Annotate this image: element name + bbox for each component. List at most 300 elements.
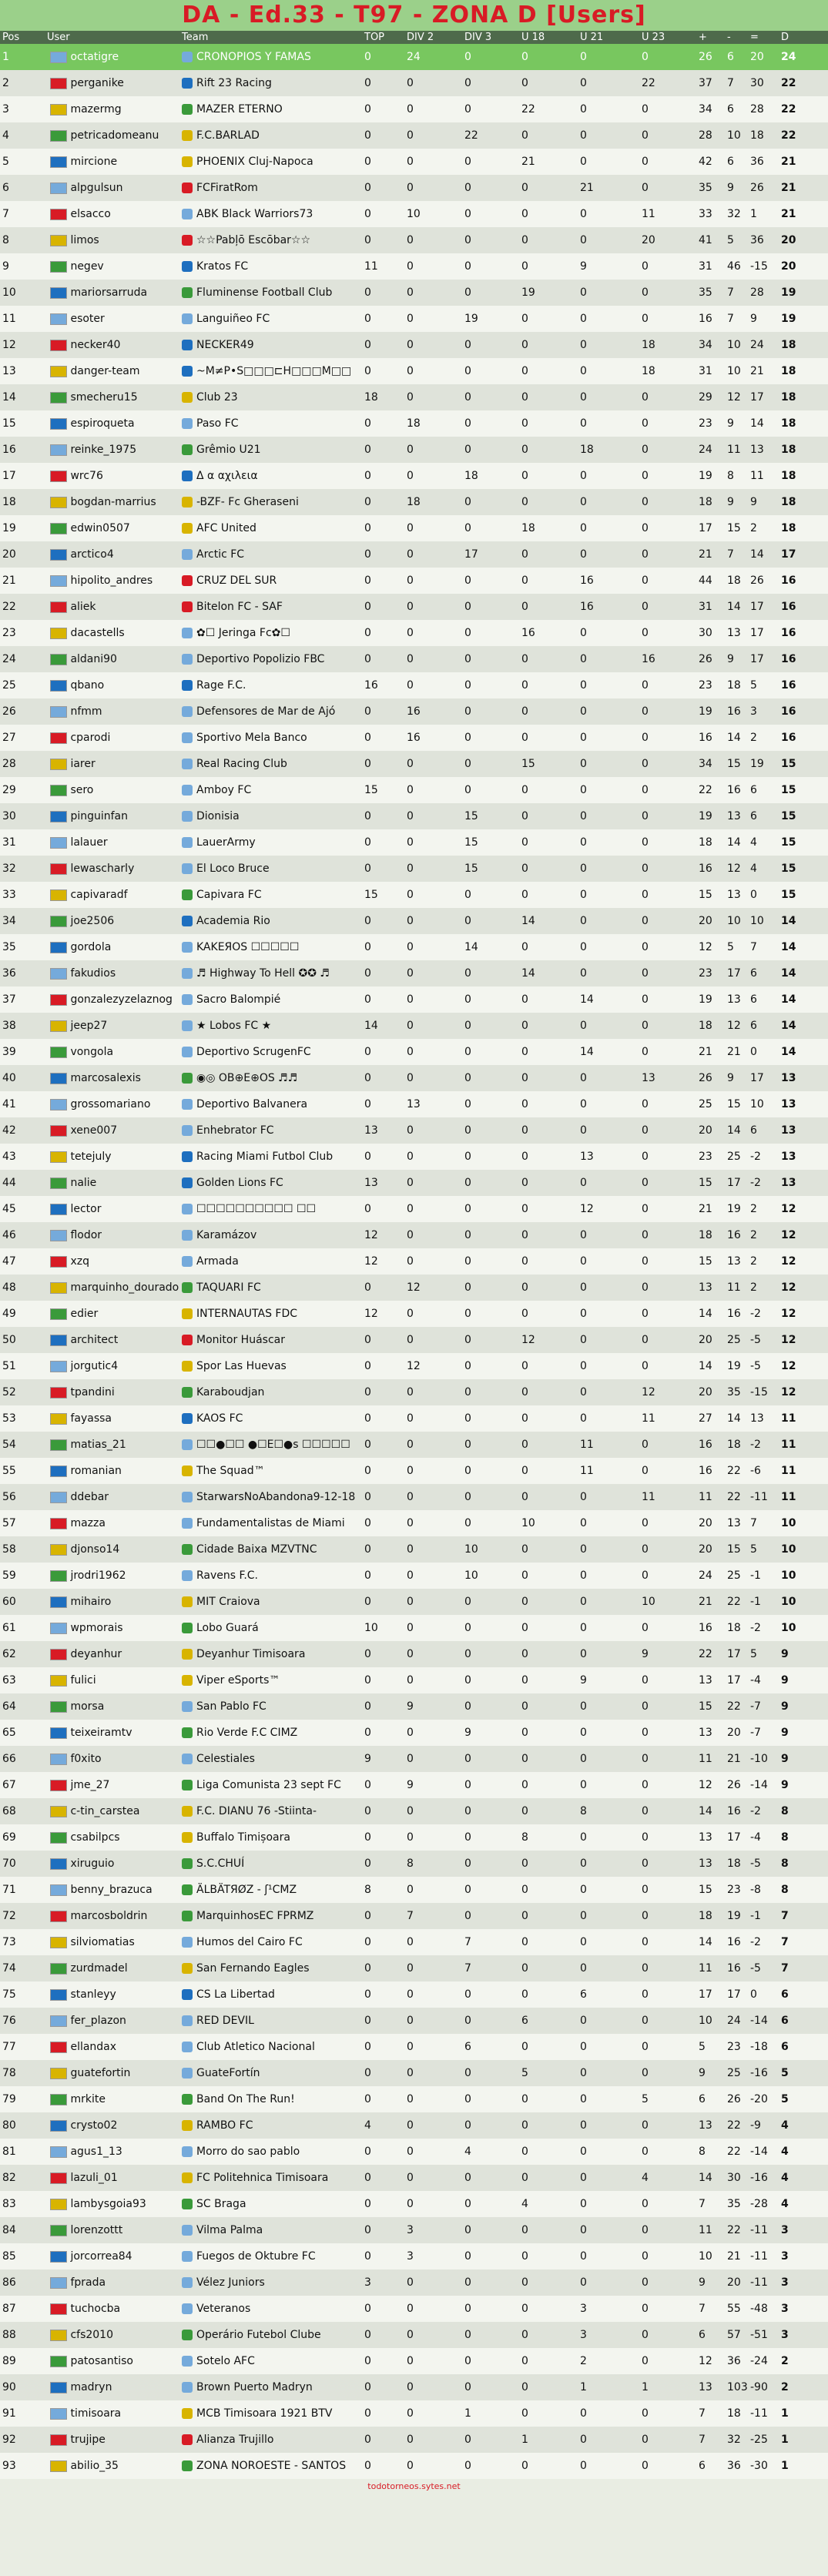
cell-team[interactable] xyxy=(179,149,362,175)
cell-team[interactable] xyxy=(179,358,362,384)
cell-team[interactable] xyxy=(179,751,362,777)
team-name[interactable]: Grêmio U21 xyxy=(196,444,261,456)
team-name[interactable]: CRUZ DEL SUR xyxy=(196,574,277,587)
cell-team[interactable] xyxy=(179,620,362,646)
user-name[interactable]: lewascharly xyxy=(67,863,135,875)
cell-user[interactable] xyxy=(45,410,179,437)
cell-user[interactable] xyxy=(45,1824,179,1851)
cell-team[interactable] xyxy=(179,280,362,306)
team-name[interactable]: PHOENIX Cluj-Napoca xyxy=(196,156,313,168)
cell-team[interactable] xyxy=(179,882,362,908)
cell-user[interactable] xyxy=(45,1746,179,1772)
cell-team[interactable] xyxy=(179,2008,362,2034)
team-name[interactable]: Vilma Palma xyxy=(196,2224,263,2236)
cell-team[interactable] xyxy=(179,2139,362,2165)
cell-team[interactable] xyxy=(179,2296,362,2322)
cell-team[interactable] xyxy=(179,777,362,803)
cell-user[interactable] xyxy=(45,725,179,751)
cell-team[interactable] xyxy=(179,1091,362,1117)
team-name[interactable]: Rio Verde F.C CIMZ xyxy=(196,1727,298,1739)
cell-user[interactable] xyxy=(45,358,179,384)
cell-team[interactable] xyxy=(179,1955,362,1981)
user-name[interactable]: nalie xyxy=(67,1177,97,1189)
user-name[interactable]: f0xito xyxy=(67,1753,102,1765)
cell-user[interactable] xyxy=(45,1615,179,1641)
cell-user[interactable] xyxy=(45,1432,179,1458)
user-name[interactable]: arctico4 xyxy=(67,548,114,561)
cell-user[interactable] xyxy=(45,1248,179,1275)
cell-team[interactable] xyxy=(179,1667,362,1693)
cell-user[interactable] xyxy=(45,934,179,960)
cell-user[interactable] xyxy=(45,332,179,358)
team-name[interactable]: F.C.BARLAD xyxy=(196,129,260,142)
cell-user[interactable] xyxy=(45,1877,179,1903)
team-name[interactable]: Alianza Trujillo xyxy=(196,2434,274,2446)
user-name[interactable]: edier xyxy=(67,1308,99,1320)
user-name[interactable]: architect xyxy=(67,1334,119,1346)
cell-user[interactable] xyxy=(45,2400,179,2427)
user-name[interactable]: benny_brazuca xyxy=(67,1884,153,1896)
team-name[interactable]: Club 23 xyxy=(196,391,238,404)
team-name[interactable]: Δ α αχιλεια xyxy=(196,470,258,482)
team-name[interactable]: Defensores de Mar de Ajó xyxy=(196,705,336,718)
cell-team[interactable] xyxy=(179,2112,362,2139)
user-name[interactable]: mariorsarruda xyxy=(67,286,148,299)
team-name[interactable]: Fluminense Football Club xyxy=(196,286,333,299)
cell-team[interactable] xyxy=(179,1589,362,1615)
cell-user[interactable] xyxy=(45,1196,179,1222)
user-name[interactable]: bogdan-marrius xyxy=(67,496,156,508)
team-name[interactable]: CRONOPIOS Y FAMAS xyxy=(196,51,311,63)
user-name[interactable]: fer_plazon xyxy=(67,2015,126,2027)
team-name[interactable]: Morro do sao pablo xyxy=(196,2146,300,2158)
cell-team[interactable] xyxy=(179,2191,362,2217)
user-name[interactable]: jme_27 xyxy=(67,1779,110,1791)
cell-user[interactable] xyxy=(45,1013,179,1039)
user-name[interactable]: csabilpcs xyxy=(67,1831,120,1844)
team-name[interactable]: Operário Futebol Clube xyxy=(196,2329,321,2341)
user-name[interactable]: mihairo xyxy=(67,1596,112,1608)
cell-team[interactable] xyxy=(179,1720,362,1746)
team-name[interactable]: LauerArmy xyxy=(196,836,256,849)
team-name[interactable]: RAMBO FC xyxy=(196,2119,253,2132)
cell-user[interactable] xyxy=(45,2165,179,2191)
cell-team[interactable] xyxy=(179,1353,362,1379)
user-name[interactable]: hipolito_andres xyxy=(67,574,153,587)
cell-user[interactable] xyxy=(45,882,179,908)
user-name[interactable]: timisoara xyxy=(67,2407,122,2420)
cell-team[interactable] xyxy=(179,1746,362,1772)
cell-user[interactable] xyxy=(45,44,179,70)
team-name[interactable]: MarquinhosEC FPRMZ xyxy=(196,1910,314,1922)
cell-user[interactable] xyxy=(45,1667,179,1693)
user-name[interactable]: marcosalexis xyxy=(67,1072,141,1084)
cell-team[interactable] xyxy=(179,2086,362,2112)
user-name[interactable]: perganike xyxy=(67,77,124,89)
cell-user[interactable] xyxy=(45,201,179,227)
team-name[interactable]: Band On The Run! xyxy=(196,2093,295,2105)
cell-user[interactable] xyxy=(45,751,179,777)
cell-team[interactable] xyxy=(179,1170,362,1196)
team-name[interactable]: Amboy FC xyxy=(196,784,252,796)
user-name[interactable]: gordola xyxy=(67,941,112,953)
user-name[interactable]: jeep27 xyxy=(67,1020,108,1032)
user-name[interactable]: romanian xyxy=(67,1465,122,1477)
team-name[interactable]: Karamázov xyxy=(196,1229,257,1241)
user-name[interactable]: mircione xyxy=(67,156,118,168)
user-name[interactable]: smecheru15 xyxy=(67,391,138,404)
cell-team[interactable] xyxy=(179,1327,362,1353)
user-name[interactable]: lorenzottt xyxy=(67,2224,123,2236)
user-name[interactable]: necker40 xyxy=(67,339,121,351)
cell-team[interactable] xyxy=(179,1405,362,1432)
cell-user[interactable] xyxy=(45,437,179,463)
cell-user[interactable] xyxy=(45,803,179,829)
cell-user[interactable] xyxy=(45,2008,179,2034)
team-name[interactable]: ~M≠P•S□□□⊏H□□□M□□ xyxy=(196,365,352,377)
user-name[interactable]: edwin0507 xyxy=(67,522,130,534)
cell-team[interactable] xyxy=(179,489,362,515)
cell-team[interactable] xyxy=(179,227,362,253)
user-name[interactable]: silviomatias xyxy=(67,1936,135,1948)
cell-team[interactable] xyxy=(179,1929,362,1955)
cell-team[interactable] xyxy=(179,1432,362,1458)
cell-team[interactable] xyxy=(179,332,362,358)
cell-user[interactable] xyxy=(45,1563,179,1589)
user-name[interactable]: iarer xyxy=(67,758,96,770)
user-name[interactable]: patosantiso xyxy=(67,2355,133,2367)
team-name[interactable]: Deportivo Balvanera xyxy=(196,1098,308,1110)
cell-team[interactable] xyxy=(179,2427,362,2453)
user-name[interactable]: marcosboldrin xyxy=(67,1910,148,1922)
user-name[interactable]: fayassa xyxy=(67,1412,112,1425)
cell-user[interactable] xyxy=(45,2243,179,2269)
cell-team[interactable] xyxy=(179,1851,362,1877)
user-name[interactable]: nfmm xyxy=(67,705,102,718)
cell-team[interactable] xyxy=(179,1772,362,1798)
team-name[interactable]: INTERNAUTAS FDC xyxy=(196,1308,298,1320)
team-name[interactable]: Languiñeo FC xyxy=(196,313,270,325)
team-name[interactable]: Cidade Baixa MZVTNC xyxy=(196,1543,317,1556)
cell-team[interactable] xyxy=(179,2322,362,2348)
cell-user[interactable] xyxy=(45,620,179,646)
cell-user[interactable] xyxy=(45,1327,179,1353)
cell-team[interactable] xyxy=(179,2453,362,2479)
user-name[interactable]: deyanhur xyxy=(67,1648,122,1660)
team-name[interactable]: Sportivo Mela Banco xyxy=(196,732,307,744)
cell-team[interactable] xyxy=(179,1196,362,1222)
cell-team[interactable] xyxy=(179,1536,362,1563)
cell-team[interactable] xyxy=(179,856,362,882)
cell-team[interactable] xyxy=(179,384,362,410)
cell-user[interactable] xyxy=(45,1510,179,1536)
team-name[interactable]: ♬ Highway To Hell ✪✪ ♬ xyxy=(196,967,330,980)
cell-team[interactable] xyxy=(179,2269,362,2296)
user-name[interactable]: grossomariano xyxy=(67,1098,151,1110)
team-name[interactable]: ★ Lobos FC ★ xyxy=(196,1020,272,1032)
cell-team[interactable] xyxy=(179,515,362,541)
cell-user[interactable] xyxy=(45,2269,179,2296)
team-name[interactable]: TAQUARI FC xyxy=(196,1281,261,1294)
team-name[interactable]: F.C. DIANU 76 -Stiinta- xyxy=(196,1805,317,1817)
team-name[interactable]: S.C.CHUÍ xyxy=(196,1857,245,1870)
team-name[interactable]: AFC United xyxy=(196,522,256,534)
cell-user[interactable] xyxy=(45,1929,179,1955)
cell-team[interactable] xyxy=(179,2243,362,2269)
user-name[interactable]: gonzalezyzelaznog xyxy=(67,993,173,1006)
team-name[interactable]: ☆☆Pabļō Escōbar☆☆ xyxy=(196,234,311,246)
cell-user[interactable] xyxy=(45,2427,179,2453)
user-name[interactable]: cfs2010 xyxy=(67,2329,113,2341)
cell-team[interactable] xyxy=(179,698,362,725)
cell-user[interactable] xyxy=(45,227,179,253)
cell-user[interactable] xyxy=(45,987,179,1013)
user-name[interactable]: wrc76 xyxy=(67,470,103,482)
cell-user[interactable] xyxy=(45,1589,179,1615)
cell-user[interactable] xyxy=(45,1353,179,1379)
team-name[interactable]: Viper eSports™ xyxy=(196,1674,280,1687)
team-name[interactable]: StarwarsNoAbandona9-12-18 xyxy=(196,1491,356,1503)
team-name[interactable]: Rift 23 Racing xyxy=(196,77,272,89)
user-name[interactable]: mazermg xyxy=(67,103,122,116)
cell-team[interactable] xyxy=(179,175,362,201)
team-name[interactable]: San Pablo FC xyxy=(196,1700,267,1713)
team-name[interactable]: NECKER49 xyxy=(196,339,254,351)
cell-team[interactable] xyxy=(179,1693,362,1720)
cell-user[interactable] xyxy=(45,960,179,987)
team-name[interactable]: Rage F.C. xyxy=(196,679,246,692)
cell-team[interactable] xyxy=(179,1039,362,1065)
team-name[interactable]: Kratos FC xyxy=(196,260,249,273)
cell-user[interactable] xyxy=(45,463,179,489)
cell-team[interactable] xyxy=(179,1903,362,1929)
cell-team[interactable] xyxy=(179,987,362,1013)
team-name[interactable]: Brown Puerto Madryn xyxy=(196,2381,313,2393)
user-name[interactable]: djonso14 xyxy=(67,1543,120,1556)
user-name[interactable]: c-tin_carstea xyxy=(67,1805,140,1817)
team-name[interactable]: Paso FC xyxy=(196,417,239,430)
team-name[interactable]: Fundamentalistas de Miami xyxy=(196,1517,345,1529)
team-name[interactable]: El Loco Bruce xyxy=(196,863,270,875)
cell-user[interactable] xyxy=(45,1379,179,1405)
team-name[interactable]: Real Racing Club xyxy=(196,758,287,770)
cell-team[interactable] xyxy=(179,306,362,332)
cell-team[interactable] xyxy=(179,594,362,620)
team-name[interactable]: Fuegos de Oktubre FC xyxy=(196,2250,316,2263)
cell-user[interactable] xyxy=(45,96,179,122)
cell-team[interactable] xyxy=(179,70,362,96)
cell-team[interactable] xyxy=(179,934,362,960)
user-name[interactable]: stanleyy xyxy=(67,1988,116,2001)
user-name[interactable]: espiroqueta xyxy=(67,417,135,430)
cell-team[interactable] xyxy=(179,96,362,122)
cell-user[interactable] xyxy=(45,489,179,515)
user-name[interactable]: tpandini xyxy=(67,1386,115,1399)
team-name[interactable]: KAKEЯOS ☐☐☐☐☐ xyxy=(196,941,300,953)
cell-user[interactable] xyxy=(45,1405,179,1432)
team-name[interactable]: SC Braga xyxy=(196,2198,246,2210)
cell-user[interactable] xyxy=(45,2217,179,2243)
team-name[interactable]: Sacro Balompié xyxy=(196,993,281,1006)
user-name[interactable]: pinguinfan xyxy=(67,810,129,822)
user-name[interactable]: tetejuly xyxy=(67,1151,112,1163)
cell-user[interactable] xyxy=(45,1903,179,1929)
user-name[interactable]: joe2506 xyxy=(67,915,115,927)
cell-team[interactable] xyxy=(179,1222,362,1248)
cell-team[interactable] xyxy=(179,1563,362,1589)
user-name[interactable]: octatigre xyxy=(67,51,119,63)
user-name[interactable]: lazuli_01 xyxy=(67,2172,118,2184)
cell-team[interactable] xyxy=(179,1275,362,1301)
user-name[interactable]: lector xyxy=(67,1203,102,1215)
user-name[interactable]: cparodi xyxy=(67,732,111,744)
cell-user[interactable] xyxy=(45,2296,179,2322)
team-name[interactable]: Humos del Cairo FC xyxy=(196,1936,303,1948)
user-name[interactable]: aliek xyxy=(67,601,96,613)
cell-team[interactable] xyxy=(179,1798,362,1824)
team-name[interactable]: Monitor Huáscar xyxy=(196,1334,285,1346)
cell-user[interactable] xyxy=(45,672,179,698)
user-name[interactable]: morsa xyxy=(67,1700,105,1713)
user-name[interactable]: dacastells xyxy=(67,627,125,639)
user-name[interactable]: petricadomeanu xyxy=(67,129,159,142)
user-name[interactable]: fakudios xyxy=(67,967,116,980)
team-name[interactable]: Armada xyxy=(196,1255,239,1268)
cell-user[interactable] xyxy=(45,1693,179,1720)
user-name[interactable]: madryn xyxy=(67,2381,112,2393)
team-name[interactable]: ☐☐☐☐☐☐☐☐☐☐ ☐☐ xyxy=(196,1203,317,1215)
cell-user[interactable] xyxy=(45,1117,179,1144)
user-name[interactable]: limos xyxy=(67,234,99,246)
cell-user[interactable] xyxy=(45,1851,179,1877)
cell-team[interactable] xyxy=(179,1117,362,1144)
team-name[interactable]: FC Politehnica Timisoara xyxy=(196,2172,329,2184)
cell-team[interactable] xyxy=(179,672,362,698)
cell-user[interactable] xyxy=(45,594,179,620)
cell-team[interactable] xyxy=(179,2400,362,2427)
user-name[interactable]: capivaradf xyxy=(67,889,128,901)
cell-user[interactable] xyxy=(45,1720,179,1746)
cell-user[interactable] xyxy=(45,2322,179,2348)
cell-team[interactable] xyxy=(179,2348,362,2374)
cell-team[interactable] xyxy=(179,829,362,856)
cell-user[interactable] xyxy=(45,829,179,856)
user-name[interactable]: lambysgoia93 xyxy=(67,2198,146,2210)
user-name[interactable]: mrkite xyxy=(67,2093,106,2105)
cell-team[interactable] xyxy=(179,463,362,489)
team-name[interactable]: ☐☐●☐☐ ●☐E☐●s ☐☐☐☐☐ xyxy=(196,1439,350,1451)
cell-team[interactable] xyxy=(179,437,362,463)
team-name[interactable]: Golden Lions FC xyxy=(196,1177,283,1189)
cell-user[interactable] xyxy=(45,2453,179,2479)
cell-user[interactable] xyxy=(45,2086,179,2112)
cell-user[interactable] xyxy=(45,1798,179,1824)
cell-user[interactable] xyxy=(45,541,179,568)
team-name[interactable]: Liga Comunista 23 sept FC xyxy=(196,1779,341,1791)
cell-team[interactable] xyxy=(179,541,362,568)
cell-team[interactable] xyxy=(179,410,362,437)
team-name[interactable]: Ravens F.C. xyxy=(196,1569,258,1582)
team-name[interactable]: Capivara FC xyxy=(196,889,262,901)
user-name[interactable]: alpgulsun xyxy=(67,182,123,194)
team-name[interactable]: ABK Black Warriors73 xyxy=(196,208,313,220)
team-name[interactable]: Academia Rio xyxy=(196,915,270,927)
team-name[interactable]: ✿☐ Jeringa Fc✿☐ xyxy=(196,627,290,639)
user-name[interactable]: reinke_1975 xyxy=(67,444,137,456)
cell-user[interactable] xyxy=(45,384,179,410)
cell-user[interactable] xyxy=(45,2060,179,2086)
cell-team[interactable] xyxy=(179,2165,362,2191)
cell-user[interactable] xyxy=(45,1641,179,1667)
cell-user[interactable] xyxy=(45,253,179,280)
team-name[interactable]: MIT Craiova xyxy=(196,1596,260,1608)
user-name[interactable]: zurdmadel xyxy=(67,1962,128,1975)
team-name[interactable]: MAZER ETERNO xyxy=(196,103,283,116)
user-name[interactable]: xzq xyxy=(67,1255,89,1268)
cell-user[interactable] xyxy=(45,70,179,96)
cell-user[interactable] xyxy=(45,122,179,149)
cell-team[interactable] xyxy=(179,1877,362,1903)
user-name[interactable]: marquinho_dourado xyxy=(67,1281,179,1294)
cell-team[interactable] xyxy=(179,803,362,829)
cell-user[interactable] xyxy=(45,777,179,803)
cell-team[interactable] xyxy=(179,201,362,227)
cell-team[interactable] xyxy=(179,2060,362,2086)
cell-team[interactable] xyxy=(179,1510,362,1536)
team-name[interactable]: -BZF- Fc Gheraseni xyxy=(196,496,299,508)
cell-team[interactable] xyxy=(179,725,362,751)
cell-team[interactable] xyxy=(179,1981,362,2008)
cell-team[interactable] xyxy=(179,2374,362,2400)
cell-user[interactable] xyxy=(45,1065,179,1091)
cell-user[interactable] xyxy=(45,2348,179,2374)
team-name[interactable]: Arctic FC xyxy=(196,548,245,561)
user-name[interactable]: danger-team xyxy=(67,365,140,377)
cell-user[interactable] xyxy=(45,2034,179,2060)
team-name[interactable]: Spor Las Huevas xyxy=(196,1360,287,1372)
cell-team[interactable] xyxy=(179,1065,362,1091)
team-name[interactable]: MCB Timisoara 1921 BTV xyxy=(196,2407,333,2420)
team-name[interactable]: Celestiales xyxy=(196,1753,255,1765)
team-name[interactable]: Veteranos xyxy=(196,2303,251,2315)
cell-team[interactable] xyxy=(179,1379,362,1405)
cell-user[interactable] xyxy=(45,2374,179,2400)
user-name[interactable]: abilio_35 xyxy=(67,2460,119,2472)
team-name[interactable]: Club Atletico Nacional xyxy=(196,2041,315,2053)
user-name[interactable]: trujipe xyxy=(67,2434,106,2446)
cell-team[interactable] xyxy=(179,568,362,594)
cell-team[interactable] xyxy=(179,960,362,987)
team-name[interactable]: Deyanhur Timisoara xyxy=(196,1648,306,1660)
user-name[interactable]: xene007 xyxy=(67,1124,118,1137)
cell-user[interactable] xyxy=(45,1222,179,1248)
user-name[interactable]: aldani90 xyxy=(67,653,117,665)
team-name[interactable]: Sotelo AFC xyxy=(196,2355,255,2367)
user-name[interactable]: fulici xyxy=(67,1674,96,1687)
cell-user[interactable] xyxy=(45,1301,179,1327)
user-name[interactable]: jorgutic4 xyxy=(67,1360,119,1372)
cell-user[interactable] xyxy=(45,149,179,175)
cell-user[interactable] xyxy=(45,515,179,541)
cell-team[interactable] xyxy=(179,1484,362,1510)
team-name[interactable]: CS La Libertad xyxy=(196,1988,275,2001)
team-name[interactable]: Dionisia xyxy=(196,810,240,822)
cell-user[interactable] xyxy=(45,2112,179,2139)
cell-user[interactable] xyxy=(45,2191,179,2217)
cell-user[interactable] xyxy=(45,1536,179,1563)
cell-user[interactable] xyxy=(45,1091,179,1117)
user-name[interactable]: flodor xyxy=(67,1229,102,1241)
